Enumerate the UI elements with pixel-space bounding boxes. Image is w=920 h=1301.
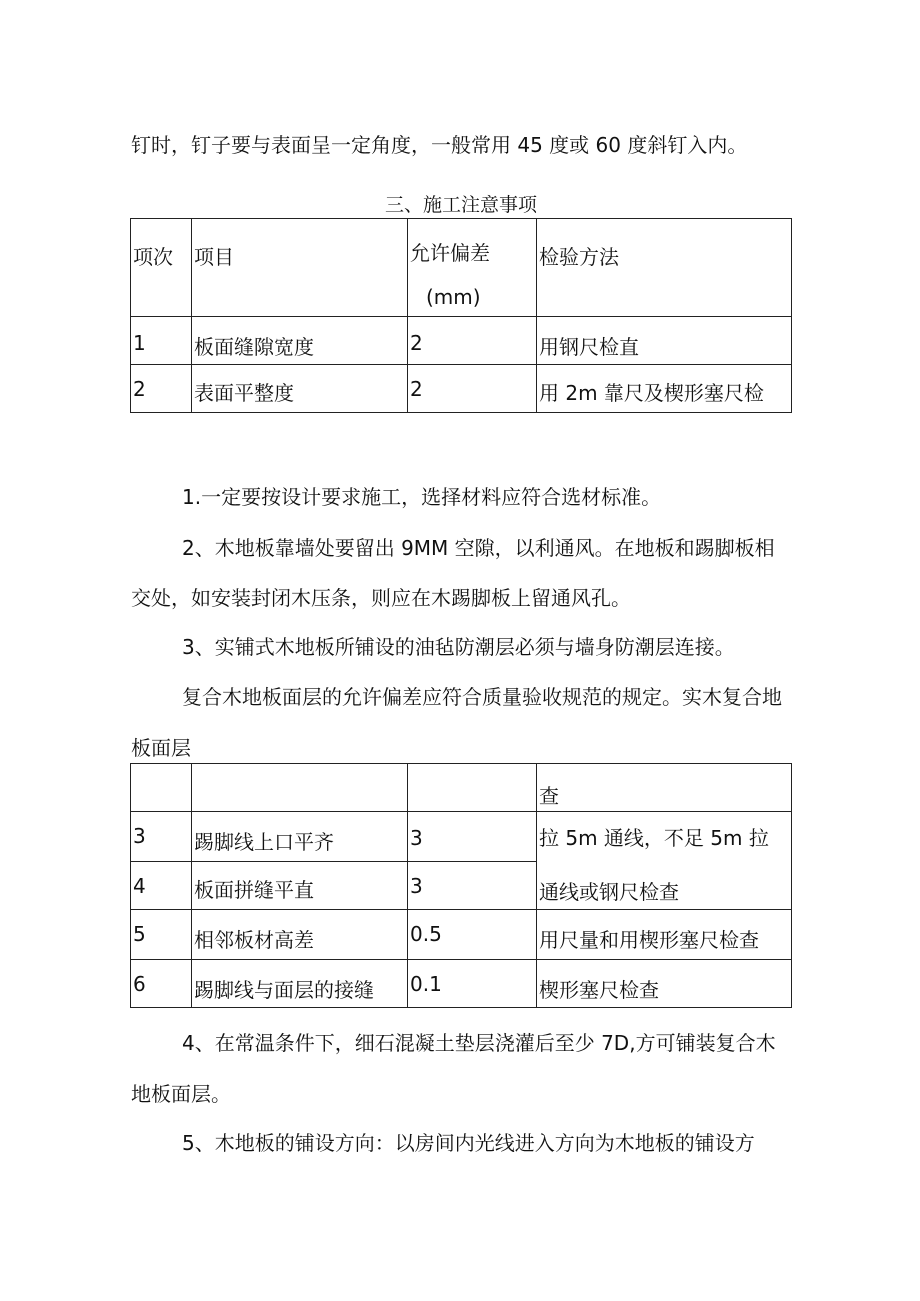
tolerance-table-2 (130, 763, 792, 1008)
paragraph: 4、在常温条件下，细石混凝土垫层浇灌后至少 7D,方可铺装复合木 (182, 1031, 776, 1055)
merged-method-cell: 拉 5m 通线，不足 5m 拉 通线或钢尺检查 (537, 812, 792, 910)
paragraph: 复合木地板面层的允许偏差应符合质量验收规范的规定。实木复合地 (182, 685, 782, 709)
tolerance-table-1 (130, 218, 792, 413)
paragraph: 5、木地板的铺设方向：以房间内光线进入方向为木地板的铺设方 (182, 1131, 755, 1155)
table-row: 6 踢脚线与面层的接缝 0.1 楔形塞尺检查 (131, 960, 792, 1008)
table-row: 3 踢脚线上口平齐 3 拉 5m 通线，不足 5m 拉 通线或钢尺检查 (131, 812, 792, 862)
header-tolerance: 允许偏差 (mm) (408, 219, 537, 317)
paragraph: 交处，如安装封闭木压条，则应在木踢脚板上留通风孔。 (131, 586, 631, 610)
header-method: 检验方法 (537, 219, 792, 317)
paragraph: 地板面层。 (131, 1082, 231, 1106)
table-row: 1 板面缝隙宽度 2 用钢尺检直 (131, 317, 792, 365)
table-row: 5 相邻板材高差 0.5 用尺量和用楔形塞尺检查 (131, 910, 792, 960)
section-title: 三、施工注意事项 (385, 194, 538, 216)
table-row: 查 (131, 764, 792, 812)
header-index: 项次 (131, 219, 192, 317)
header-item: 项目 (192, 219, 408, 317)
table-row: 4 板面拼缝平直 3 (131, 862, 792, 910)
table-row: 2 表面平整度 2 用 2m 靠尺及楔形塞尺检 (131, 365, 792, 413)
paragraph: 板面层 (131, 736, 191, 760)
paragraph: 3、实铺式木地板所铺设的油毡防潮层必须与墙身防潮层连接。 (182, 635, 735, 659)
paragraph: 2、木地板靠墙处要留出 9MM 空隙，以利通风。在地板和踢脚板相 (182, 536, 775, 560)
intro-line: 钉时，钉子要与表面呈一定角度，一般常用 45 度或 60 度斜钉入内。 (131, 133, 748, 157)
paragraph: 1.一定要按设计要求施工，选择材料应符合选材标准。 (182, 485, 662, 509)
